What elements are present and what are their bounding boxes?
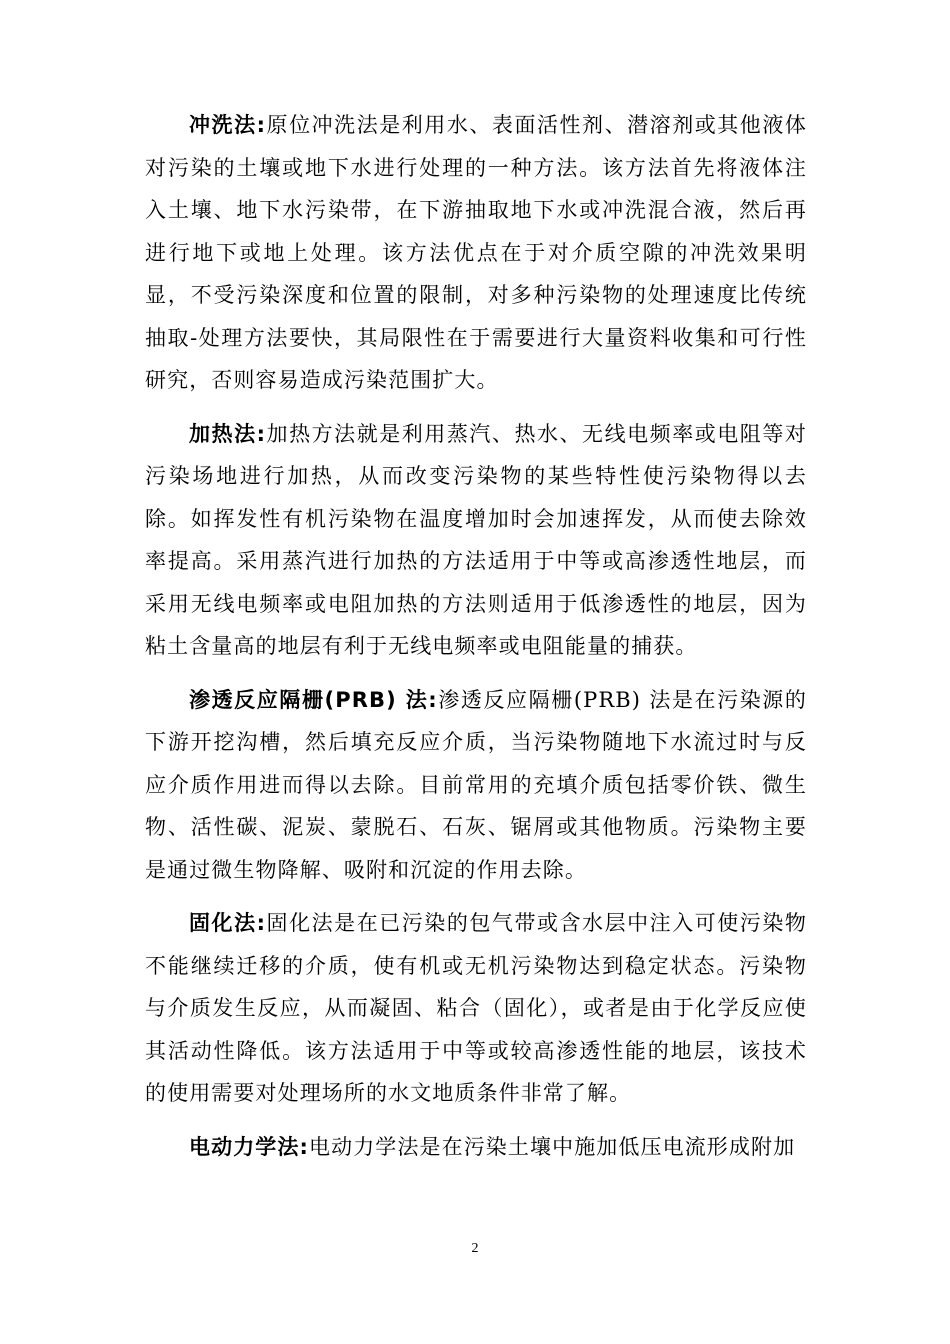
paragraph-text: 固化法是在已污染的包气带或含水层中注入可使污染物不能继续迁移的介质，使有机或无机污染物达到稳定状态。污染物与介质发生反应，从而凝固、粘合（固化），或者是由于化学反应使其活动性降低。该方法适用于中等或较高渗透性能的地层，该技术的使用需要对处理场所的水文地质条件非常了解。 <box>145 911 807 1105</box>
paragraph-heating-method <box>145 413 807 668</box>
page-number: 2 <box>471 1241 479 1256</box>
paragraph-text: 加热方法就是利用蒸汽、热水、无线电频率或电阻等对污染场地进行加热，从而改变污染物的某些特性使污染物得以去除。如挥发性有机污染物在温度增加时会加速挥发，从而使去除效率提高。采用蒸汽进行加热的方法适用于中等或高渗透性地层，而采用无线电频率或电阻加热的方法则适用于低渗透性的地层，因为粘土含量高的地层有利于无线电频率或电阻能量的捕获。 <box>145 421 807 658</box>
term-heating-method: 加热法: <box>189 421 267 446</box>
term-prb-method: 渗透反应隔栅(PRB) 法: <box>189 687 438 712</box>
paragraph-text: 电动力学法是在污染土壤中施加低压电流形成附加 <box>309 1134 796 1159</box>
term-solidification-method: 固化法: <box>189 911 267 935</box>
paragraph-solidification-method <box>145 902 807 1115</box>
paragraph-flushing-method <box>145 104 807 402</box>
paragraph-prb-method <box>145 679 807 892</box>
term-flushing-method: 冲洗法: <box>189 113 267 137</box>
paragraph-text: 渗透反应隔栅(PRB) 法是在污染源的下游开挖沟槽，然后填充反应介质，当污染物随地下水流过时与反应介质作用进而得以去除。目前常用的充填介质包括零价铁、微生物、活性碳、泥炭、蒙脱石、石灰、锯屑或其他物质。污染物主要是通过微生物降解、吸附和沉淀的作用去除。 <box>145 687 807 882</box>
document-body <box>145 104 807 1179</box>
term-electrokinetic-method: 电动力学法: <box>189 1134 309 1159</box>
paragraph-electrokinetic-method <box>145 1126 807 1169</box>
paragraph-text: 原位冲洗法是利用水、表面活性剂、潜溶剂或其他液体对污染的土壤或地下水进行处理的一种方法。该方法首先将液体注入土壤、地下水污染带，在下游抽取地下水或冲洗混合液，然后再进行地下或地上处理。该方法优点在于对介质空隙的冲洗效果明显，不受污染深度和位置的限制，对多种污染物的处理速度比传统抽取-处理方法要快，其局限性在于需要进行大量资料收集和可行性研究，否则容易造成污染范围扩大。 <box>145 113 807 392</box>
